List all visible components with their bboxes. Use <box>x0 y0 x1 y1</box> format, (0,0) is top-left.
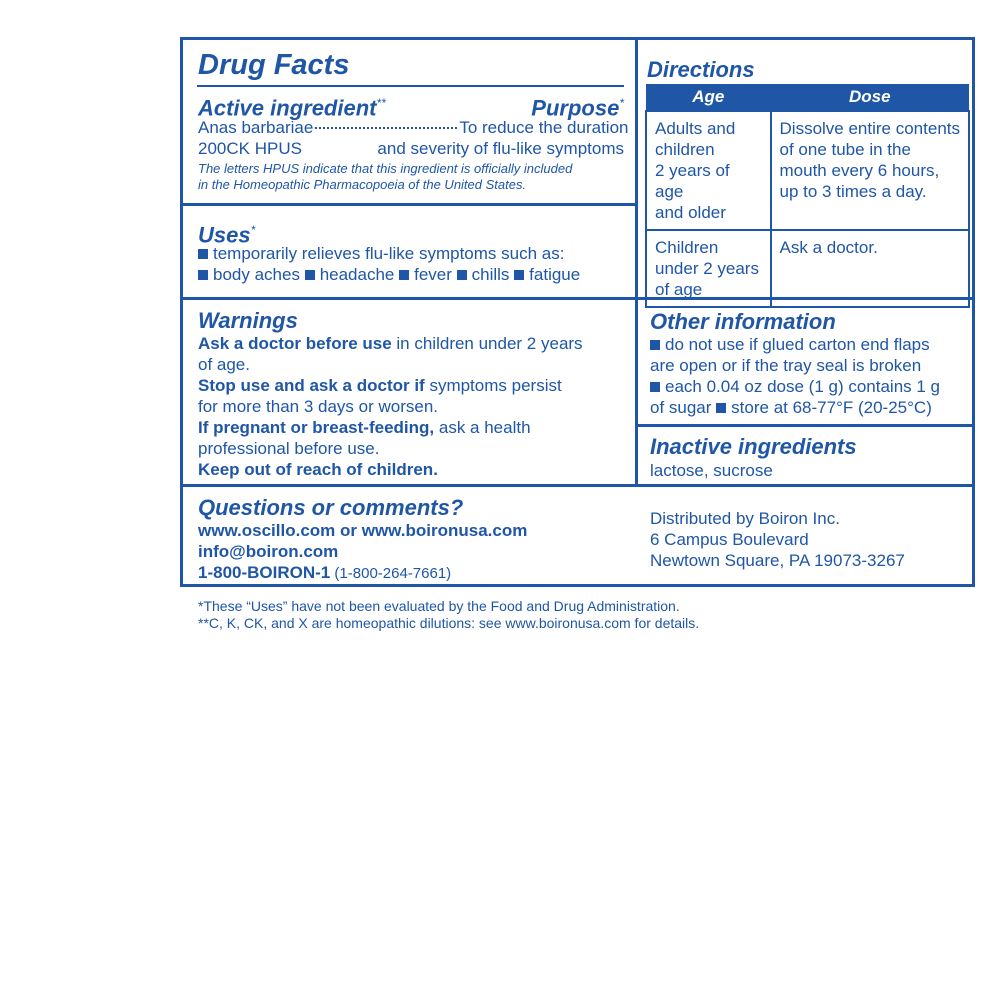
bullet-square-icon <box>514 270 524 280</box>
column-divider <box>635 37 638 487</box>
questions-heading: Questions or comments? <box>198 495 464 520</box>
distributor-line-3: Newtown Square, PA 19073-3267 <box>650 551 905 570</box>
symptom: fatigue <box>529 265 581 284</box>
bullet-square-icon <box>198 249 208 259</box>
directions-table <box>645 84 970 308</box>
table-row <box>646 111 969 230</box>
divider-other-inactive <box>636 424 975 427</box>
ingredient-strength: 200CK HPUS <box>198 139 302 158</box>
symptom: chills <box>471 265 510 284</box>
col-header-dose: Dose <box>771 84 969 111</box>
warning-ask-doctor: Ask a doctor before use in children under 2 years <box>198 334 583 353</box>
dose-cell: Dissolve entire contents of one tube in the mouth every 6 hours, up to 3 times a day. <box>771 111 969 230</box>
other-info-line-1: do not use if glued carton end flaps <box>650 334 930 355</box>
uses-heading: Uses* <box>198 222 256 248</box>
directions-heading: Directions <box>647 57 755 82</box>
footnote-2: **C, K, CK, and X are homeopathic dilutions: see www.boironusa.com for details. <box>198 615 700 631</box>
email-link[interactable]: info@boiron.com <box>198 542 339 561</box>
page-title: Drug Facts <box>198 49 350 81</box>
bullet-square-icon <box>650 382 660 392</box>
warning-stop-use-cont: for more than 3 days or worsen. <box>198 397 439 416</box>
leader-dots <box>315 127 457 129</box>
hpus-note-2: in the Homeopathic Pharmacopoeia of the United States. <box>198 177 527 192</box>
symptom: body aches <box>213 265 300 284</box>
inactive-text: lactose, sucrose <box>650 461 773 480</box>
purpose-line-1: To reduce the duration <box>459 118 629 137</box>
divider-warnings-questions <box>180 484 975 487</box>
table-row <box>646 230 969 307</box>
bullet-square-icon <box>457 270 467 280</box>
purpose-line-2: and severity of flu-like symptoms <box>377 139 624 158</box>
warning-keep-out: Keep out of reach of children. <box>198 460 438 479</box>
age-cell: Adults and children 2 years of age and older <box>646 111 771 230</box>
other-info-heading: Other information <box>650 309 836 334</box>
bullet-square-icon <box>305 270 315 280</box>
age-cell: Children under 2 years of age <box>646 230 771 307</box>
other-info-line-3: each 0.04 oz dose (1 g) contains 1 g <box>650 376 940 397</box>
uses-line-1: temporarily relieves flu-like symptoms such as: <box>198 243 564 264</box>
title-underline <box>197 85 624 87</box>
footnote-1: *These “Uses” have not been evaluated by the Food and Drug Administration. <box>198 598 680 614</box>
bullet-square-icon <box>650 340 660 350</box>
inactive-heading: Inactive ingredients <box>650 434 857 459</box>
other-info-line-4: of sugar store at 68-77°F (20-25°C) <box>650 398 932 417</box>
divider-active-uses <box>180 203 637 206</box>
col-header-age: Age <box>646 84 771 111</box>
hpus-note-1: The letters HPUS indicate that this ingredient is officially included <box>198 161 573 176</box>
warning-ask-doctor-cont: of age. <box>198 355 250 374</box>
phone-number[interactable]: 1-800-BOIRON-1 (1-800-264-7661) <box>198 563 452 582</box>
purpose-heading: Purpose* <box>531 95 624 121</box>
ingredient-name: Anas barbariae <box>198 118 314 137</box>
warning-stop-use: Stop use and ask a doctor if symptoms persist <box>198 376 562 395</box>
warnings-heading: Warnings <box>198 308 298 333</box>
symptom: fever <box>414 265 452 284</box>
distributor-line-2: 6 Campus Boulevard <box>650 530 809 549</box>
ingredient-row <box>198 117 629 138</box>
active-ingredient-heading: Active ingredient** <box>198 95 386 121</box>
warning-pregnant-cont: professional before use. <box>198 439 380 458</box>
distributor-line-1: Distributed by Boiron Inc. <box>650 509 840 528</box>
bullet-square-icon <box>399 270 409 280</box>
other-info-line-2: are open or if the tray seal is broken <box>650 356 922 375</box>
symptom: headache <box>319 265 395 284</box>
websites-link[interactable]: www.oscillo.com or www.boironusa.com <box>198 521 528 540</box>
symptom-list <box>198 264 580 285</box>
warning-pregnant: If pregnant or breast-feeding, ask a health <box>198 418 531 437</box>
bullet-square-icon <box>716 403 726 413</box>
dose-cell: Ask a doctor. <box>771 230 969 307</box>
bullet-square-icon <box>198 270 208 280</box>
